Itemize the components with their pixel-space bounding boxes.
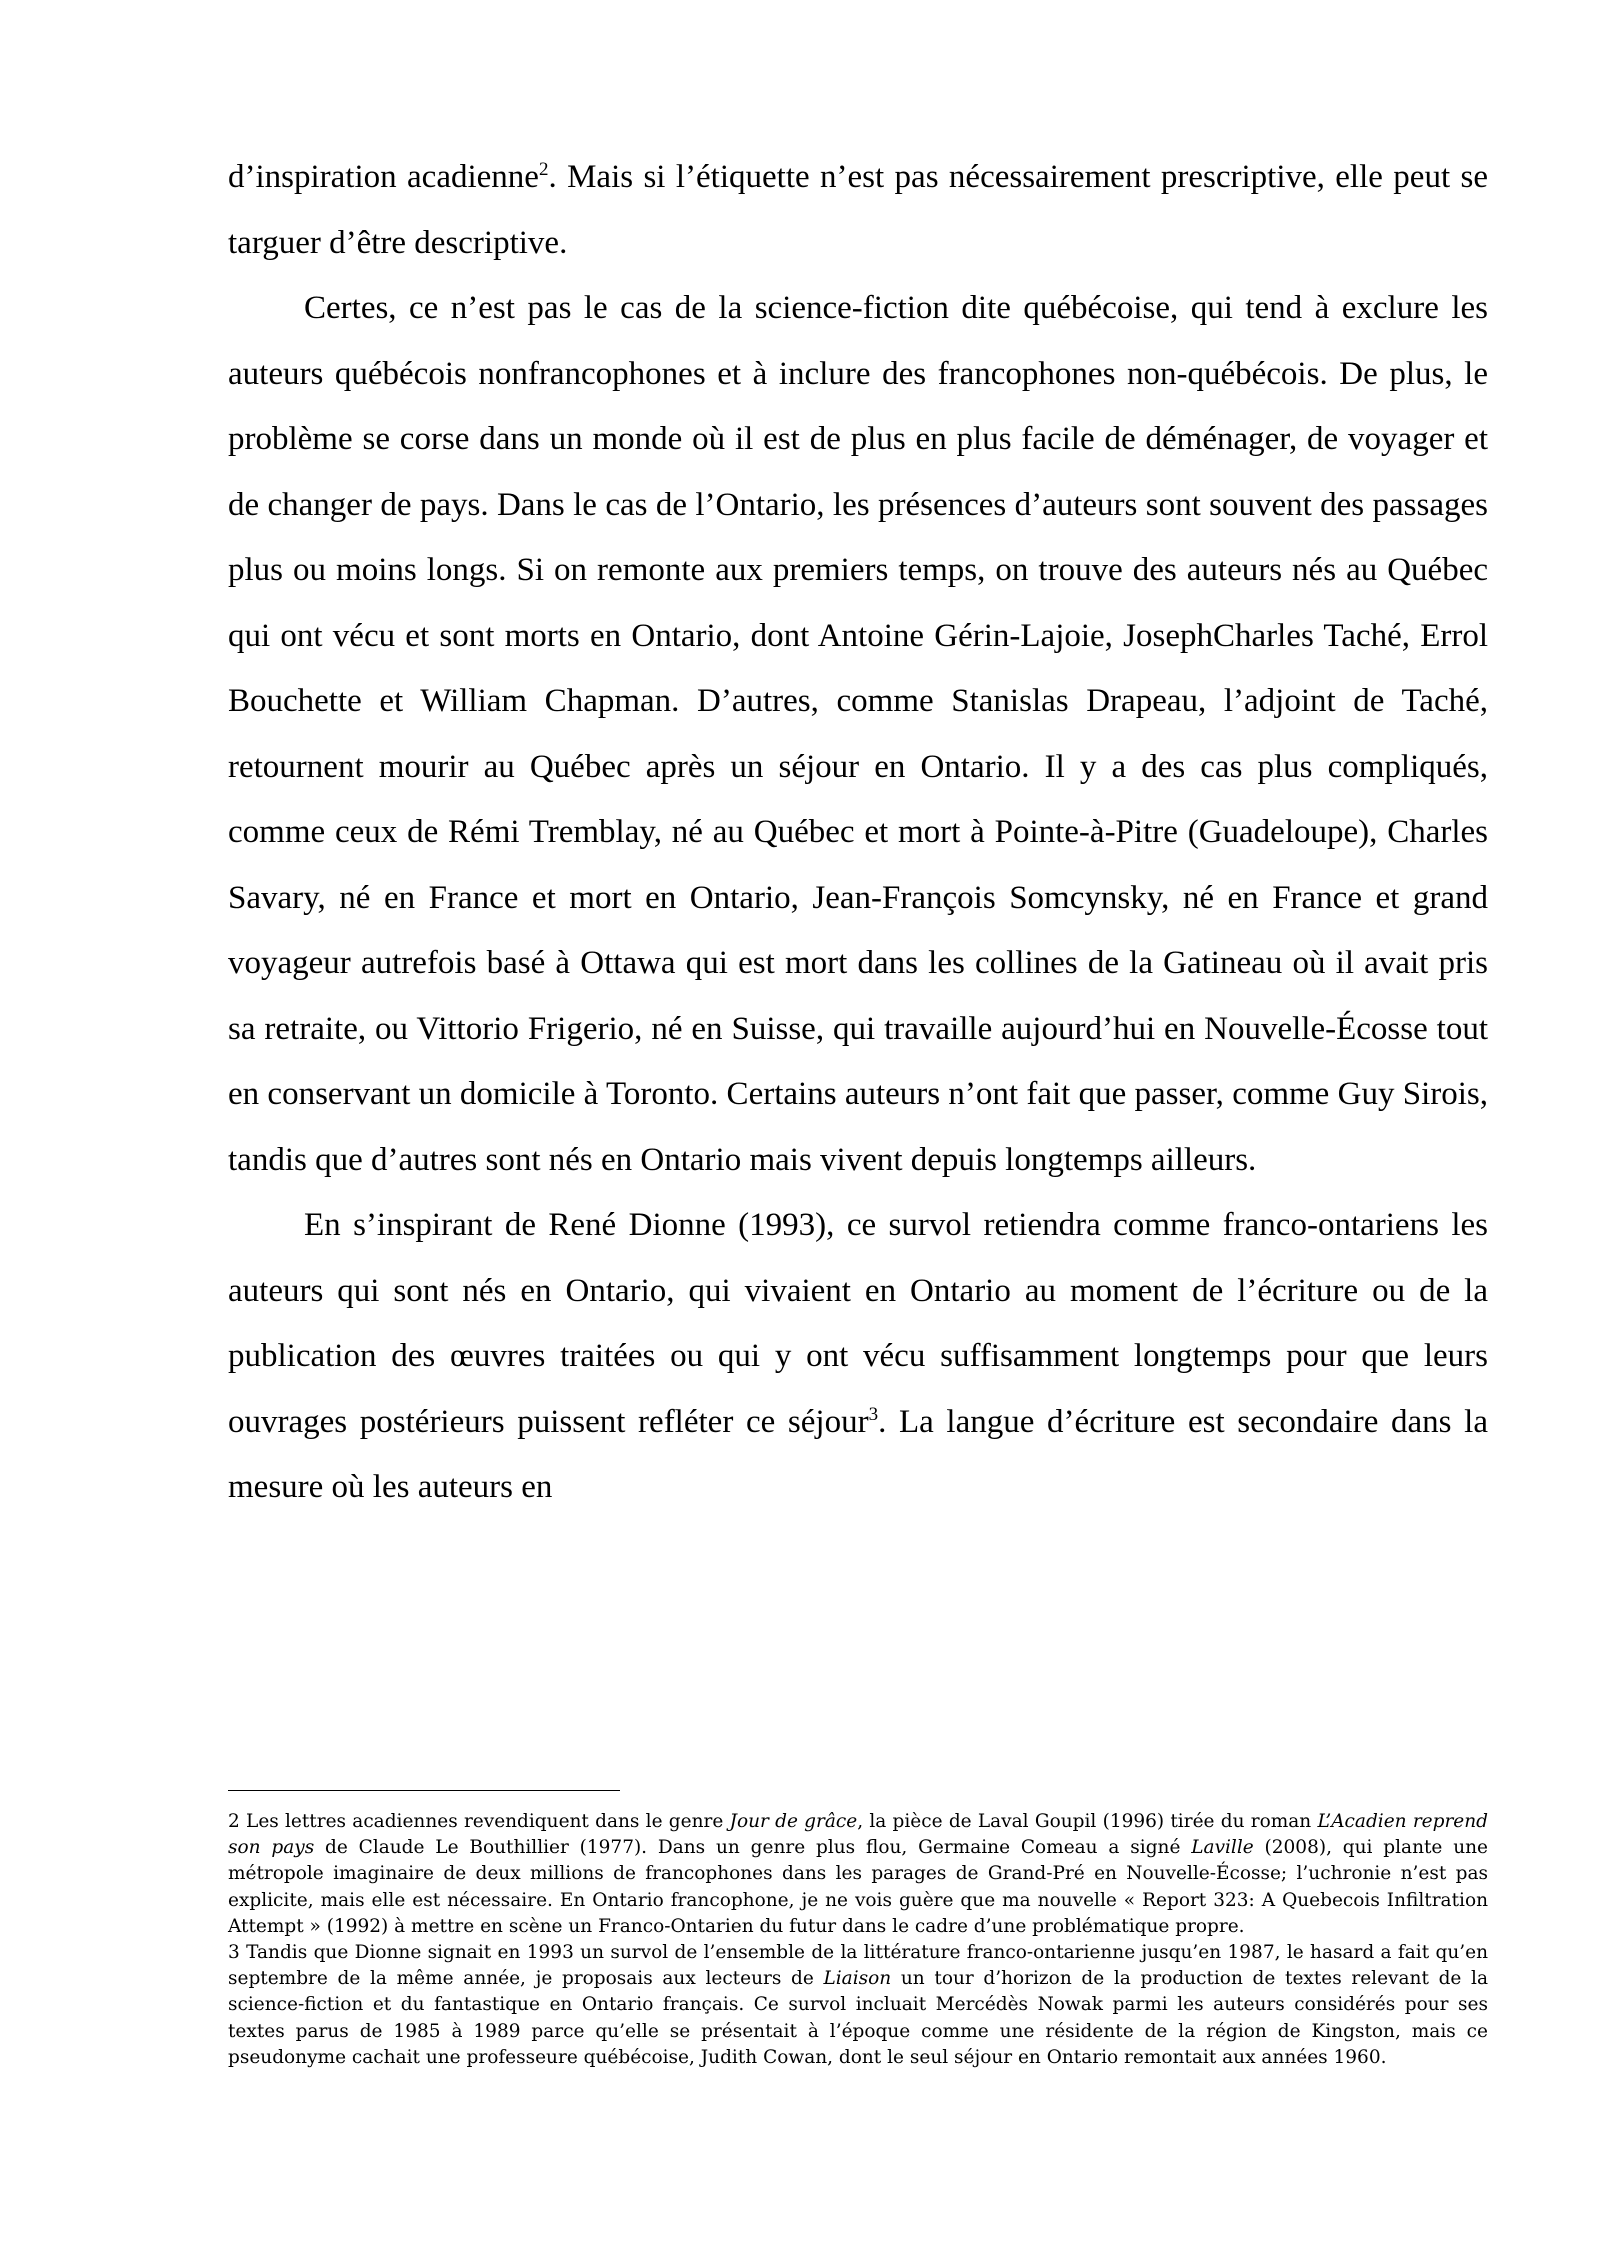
- paragraph-1-text-start: d’inspiration acadienne: [228, 159, 539, 195]
- footnote-ref-3[interactable]: 3: [868, 1403, 879, 1425]
- footnote-2-text-c: de Claude Le Bouthillier (1977). Dans un genre plus flou, Germaine Comeau a signé: [314, 1837, 1192, 1859]
- body-text: [228, 145, 1488, 1521]
- paragraph-3-text-end: . La langue d’écriture est secondaire dans la mesure où les auteurs en: [228, 1403, 1488, 1505]
- page-body: [228, 145, 1488, 1521]
- footnote-2-title-jour-de-grace: Jour de grâce: [729, 1811, 858, 1832]
- footnote-ref-2[interactable]: 2: [538, 159, 549, 180]
- footnote-2-text-d: (2008), qui plante une métropole imaginaire de deux millions de francophones dans les parages de Grand-Pré en Nouvelle-Écosse; l’uchronie n’est pas explicite, mais elle est nécessaire. En Ontario francophone, je ne vois guère que ma nouvelle « Report 323: A Quebecois Infiltration Attempt » (1992) à mettre en scène un Franco-Ontarien du futur dans le cadre d’une problématique propre.: [228, 1837, 1488, 1937]
- footnote-separator: [228, 1790, 620, 1791]
- footnote-2: [228, 1809, 1488, 1940]
- footnote-3-title-liaison: Liaison: [823, 1968, 892, 1990]
- footnote-3-text-a: 3 Tandis que Dionne signait en 1993 un survol de l’ensemble de la littérature franco-ontarienne jusqu’en 1987, le hasard a fait qu’en septembre de la même année, je proposais aux lecteurs de: [228, 1942, 1488, 1990]
- paragraph-3: [228, 1193, 1488, 1521]
- footnote-3: [228, 1940, 1488, 2071]
- footnote-2-title-laville: Laville: [1191, 1837, 1254, 1859]
- footnotes-section: [228, 1790, 1488, 2071]
- footnote-2-text-b: , la pièce de Laval Goupil (1996) tirée du roman: [857, 1811, 1318, 1832]
- footnote-3-text-b: un tour d’horizon de la production de textes relevant de la science-fiction et du fantastique en Ontario français. Ce survol incluait Mercédès Nowak parmi les auteurs considérés pour ses textes parus de 1985 à 1989 parce qu’elle se présentait à l’époque comme une résidente de la région de Kingston, mais ce pseudonyme cachait une professeure québécoise, Judith Cowan, dont le seul séjour en Ontario remontait aux années 1960.: [228, 1968, 1488, 2068]
- footnote-2-title-lacadien: L’Acadien reprend son pays: [228, 1811, 1489, 1859]
- paragraph-2: Certes, ce n’est pas le cas de la science-fiction dite québécoise, qui tend à exclure les auteurs québécois nonfrancophones et à inclure des francophones non-québécois. De plus, le problème se corse dans un monde où il est de plus en plus facile de déménager, de voyager et de changer de pays. Dans le cas de l’Ontario, les présences d’auteurs sont souvent des passages plus ou moins longs. Si on remonte aux premiers temps, on trouve des auteurs nés au Québec qui ont vécu et sont morts en Ontario, dont Antoine Gérin-Lajoie, JosephCharles Taché, Errol Bouchette et William Chapman. D’autres, comme Stanislas Drapeau, l’adjoint de Taché, retournent mourir au Québec après un séjour en Ontario. Il y a des cas plus compliqués, comme ceux de Rémi Tremblay, né au Québec et mort à Pointe-à-Pitre (Guadeloupe), Charles Savary, né en France et mort en Ontario, Jean-François Somcynsky, né en France et grand voyageur autrefois basé à Ottawa qui est mort dans les collines de la Gatineau où il avait pris sa retraite, ou Vittorio Frigerio, né en Suisse, qui travaille aujourd’hui en Nouvelle-Écosse tout en conservant un domicile à Toronto. Certains auteurs n’ont fait que passer, comme Guy Sirois, tandis que d’autres sont nés en Ontario mais vivent depuis longtemps ailleurs.: [228, 290, 1488, 1178]
- paragraph-3-text-start: En s’inspirant de René Dionne (1993), ce survol retiendra comme franco-ontariens les auteurs qui sont nés en Ontario, qui vivaient en Ontario au moment de l’écriture ou de la publication des œuvres traitées ou qui y ont vécu suffisamment longtemps pour que leurs ouvrages postérieurs puissent refléter ce séjour: [228, 1207, 1488, 1440]
- paragraph-1: [228, 145, 1488, 276]
- footnote-2-text-a: 2 Les lettres acadiennes revendiquent dans le genre: [228, 1811, 730, 1832]
- paragraph-1-text-end: . Mais si l’étiquette n’est pas nécessairement prescriptive, elle peut se targuer d’être descriptive.: [228, 159, 1488, 261]
